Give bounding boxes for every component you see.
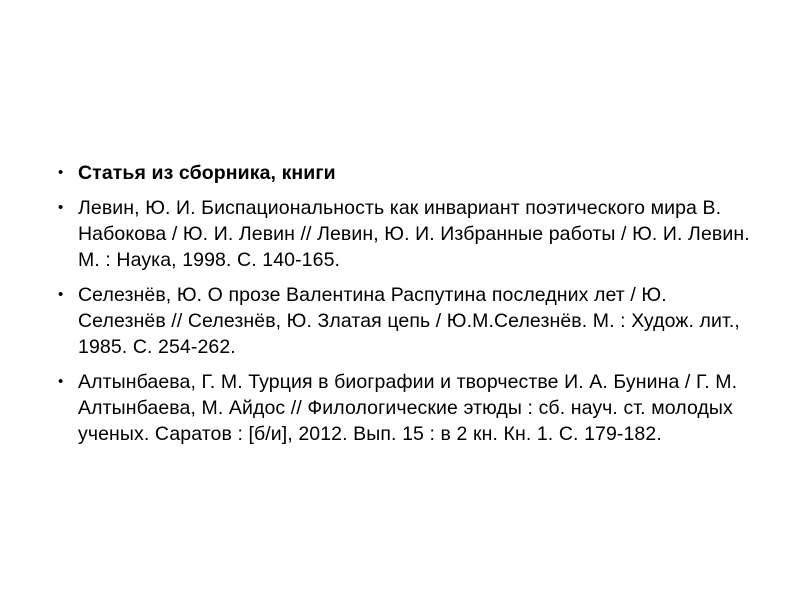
bullet-marker: •	[58, 199, 64, 216]
bibliography-list	[58, 160, 758, 456]
reference-text: Селезнёв, Ю. О прозе Валентина Распутина последних лет / Ю. Селезнёв // Селезнёв, Ю. Златая цепь / Ю.М.Селезнёв. М. : Худож. лит., 1985. С. 254-262.	[78, 284, 740, 358]
bullet-marker: •	[58, 286, 64, 303]
list-heading	[58, 160, 758, 186]
list-item	[58, 369, 758, 447]
list-item	[58, 195, 758, 273]
reference-text: Алтынбаева, Г. М. Турция в биографии и творчестве И. А. Бунина / Г. М. Алтынбаева, М. Айдос // Филологические этюды : сб. науч. ст. молодых ученых. Саратов : [б/и], 2012. Вып. 15 : в 2 кн. Кн. 1. С. 179-182.	[78, 371, 738, 445]
list-item	[58, 282, 758, 360]
heading-text: Статья из сборника, книги	[78, 162, 336, 184]
bullet-marker: •	[58, 164, 64, 181]
reference-text: Левин, Ю. И. Биспациональность как инвариант поэтического мира В. Набокова / Ю. И. Левин // Левин, Ю. И. Избранные работы / Ю. И. Левин. М. : Наука, 1998. С. 140-165.	[78, 197, 750, 271]
bullet-marker: •	[58, 373, 64, 390]
